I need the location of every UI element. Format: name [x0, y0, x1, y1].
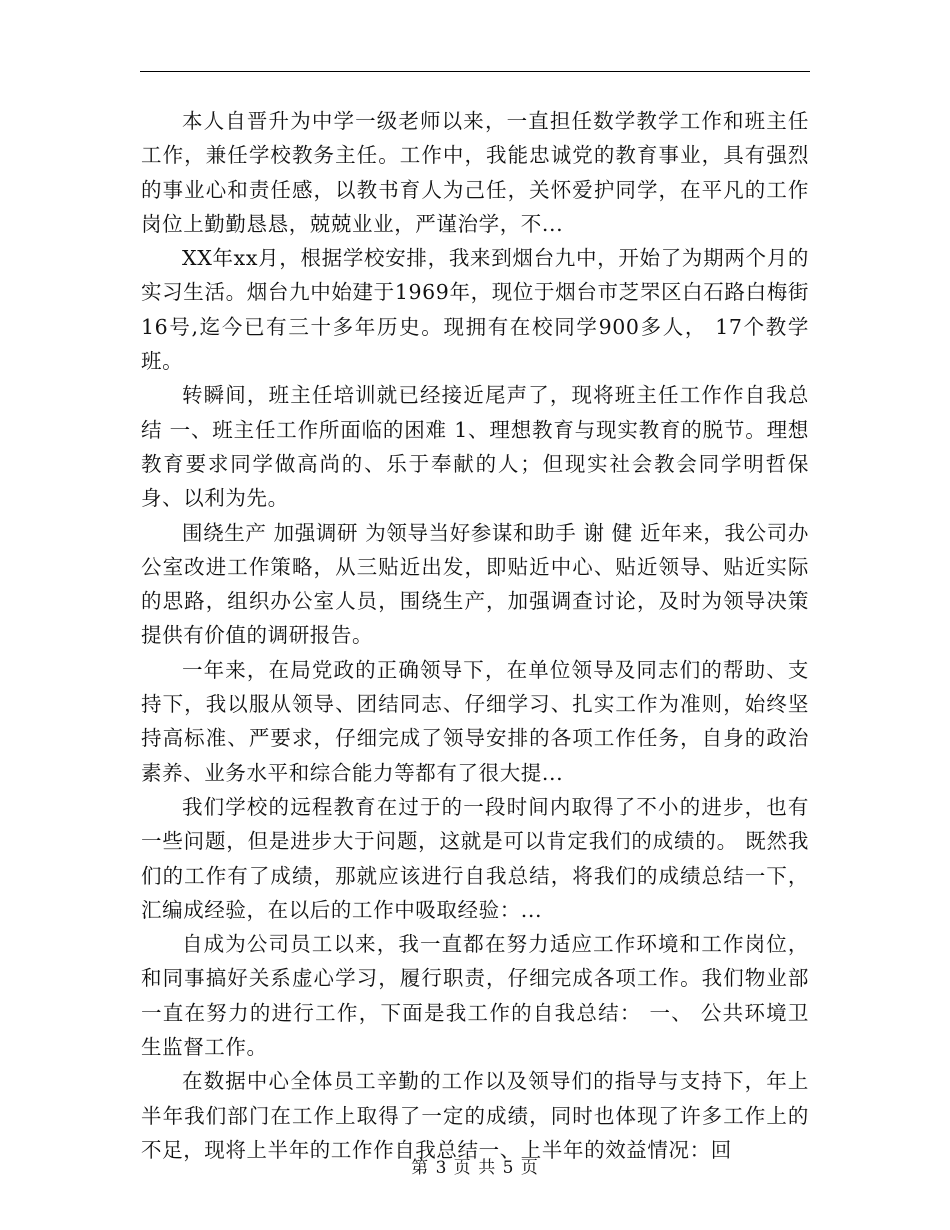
paragraph-8: 在数据中心全体员工辛勤的工作以及领导们的指导与支持下，年上半年我们部门在工作上取得了一定的成绩，同时也体现了许多工作上的不足，现将上半年的工作作自我总结一、上半年的效益情况：回: [141, 1069, 809, 1162]
paragraph-6: 我们学校的远程教育在过于的一段时间内取得了不小的进步，也有一些问题，但是进步大于问题，这就是可以肯定我们的成绩的。 既然我们的工作有了成绩，那就应该进行自我总结，将我们的成绩总结一下，汇编成经验，在以后的工作中吸取经验：...: [141, 794, 809, 922]
paragraph-4: 围绕生产 加强调研 为领导当好参谋和助手 谢 健 近年来，我公司办公室改进工作策略，从三贴近出发，即贴近中心、贴近领导、贴近实际的思路，组织办公室人员，围绕生产，加强调查讨论，及时为领导决策提供有价值的调研报告。: [141, 520, 809, 648]
document-body: [141, 104, 809, 1167]
header-rule: [140, 71, 810, 72]
paragraph-7: 自成为公司员工以来，我一直都在努力适应工作环境和工作岗位，和同事搞好关系虚心学习，履行职责，仔细完成各项工作。我们物业部一直在努力的进行工作，下面是我工作的自我总结： 一、 公共环境卫生监督工作。: [141, 932, 809, 1060]
page-footer: 第 3 页 共 5 页: [411, 1158, 539, 1178]
paragraph-2: XX年xx月，根据学校安排，我来到烟台九中，开始了为期两个月的实习生活。烟台九中始建于1969年，现位于烟台市芝罘区白石路白梅街16号,迄今已有三十多年历史。现拥有在校同学900多人， 17个教学班。: [141, 246, 809, 374]
paragraph-3: 转瞬间，班主任培训就已经接近尾声了，现将班主任工作作自我总结 一、班主任工作所面临的困难 1、理想教育与现实教育的脱节。理想教育要求同学做高尚的、乐于奉献的人；但现实社会教会同学明哲保身、以利为先。: [141, 383, 809, 511]
paragraph-5: 一年来，在局党政的正确领导下，在单位领导及同志们的帮助、支持下，我以服从领导、团结同志、仔细学习、扎实工作为准则，始终坚持高标准、严要求，仔细完成了领导安排的各项工作任务，自身的政治素养、业务水平和综合能力等都有了很大提...: [141, 657, 809, 785]
paragraph-1: 本人自晋升为中学一级老师以来，一直担任数学教学工作和班主任工作，兼任学校教务主任。工作中，我能忠诚党的教育事业，具有强烈的事业心和责任感，以教书育人为己任，关怀爱护同学，在平凡的工作岗位上勤勤恳恳，兢兢业业，严谨治学，不...: [141, 109, 809, 236]
